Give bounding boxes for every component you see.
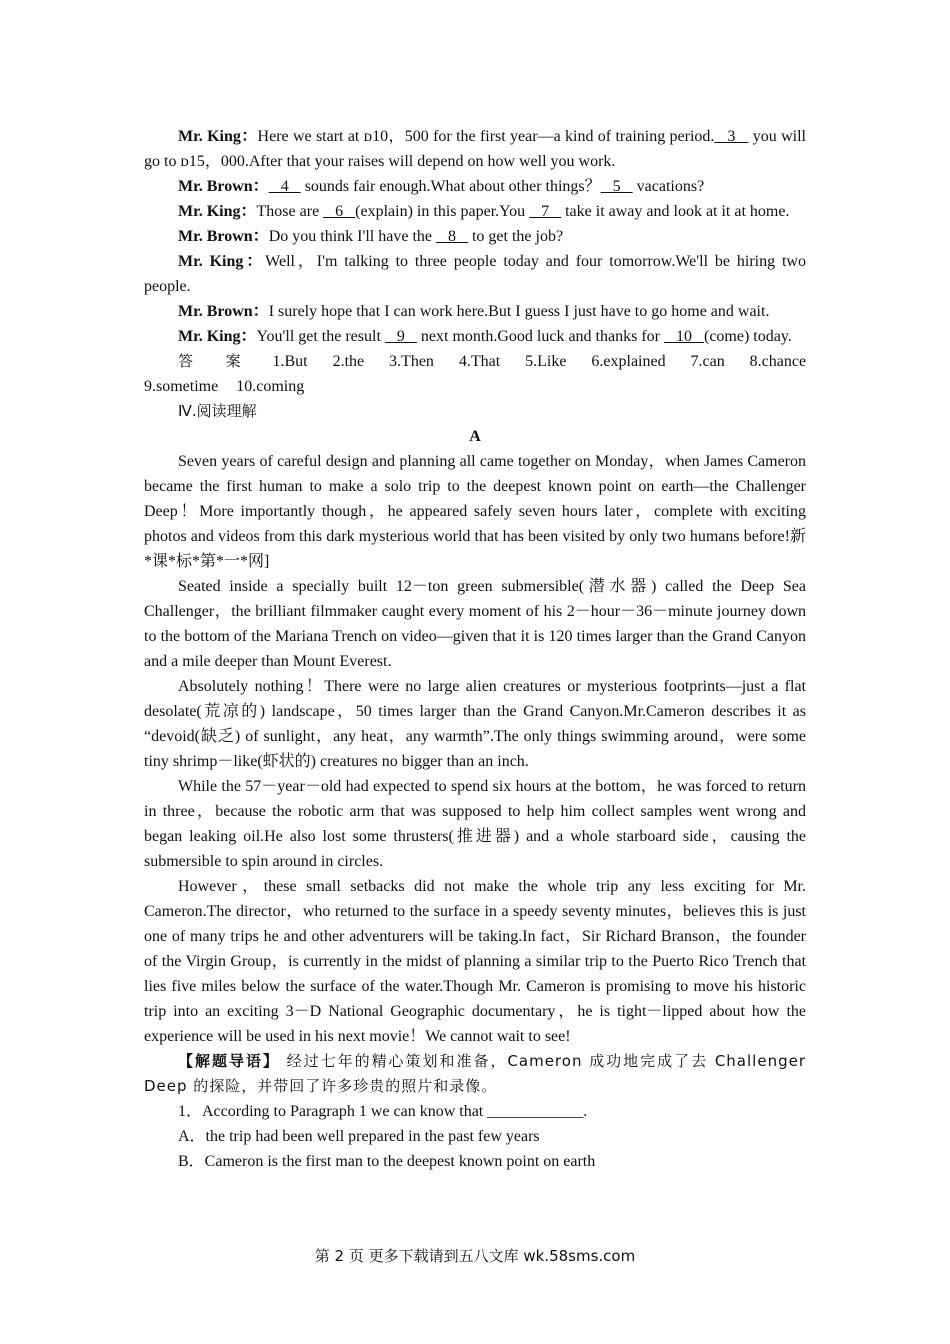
answer-item: 9.sometime [144,378,219,395]
blank-6: 6 [323,203,356,220]
paragraph-5: However，these small setbacks did not make the whole trip any less exciting for Mr. Cameron.The director，who returned to the surface in a speedy seventy minutes，believes this is just one of many trips he and other adventurers will be taking.In fact，Sir Richard Branson，the founder of the Virgin Group，is currently in the midst of planning a similar trip to the Puerto Rico Trench that lies five miles below the surface of the water.Though Mr. Cameron is promising to move his historic trip into an exciting 3－D National Geographic documentary，he is tight－lipped about how the experience will be used in his next movie！We cannot wait to see! [144,878,806,1045]
speaker: Mr. Brown： [178,228,269,245]
page-footer: 第 2 页 更多下载请到五八文库 wk.58sms.com [314,1247,636,1265]
blank-7: 7 [529,203,562,220]
blank-10: 10 [663,328,704,345]
speaker: Mr. Brown： [178,303,269,320]
guide-text: 经过七年的精心策划和准备，Cameron 成功地完成了去 Challenger Deep 的探险，并带回了许多珍贵的照片和录像。 [144,1052,806,1095]
answer-label: 答 案 [178,352,248,370]
guide-note [144,1049,806,1099]
answer-item: 4.That [458,353,501,370]
speaker: Mr. Brown： [178,178,269,195]
dialogue-line: Mr. King：Here we start at ᴅ10，500 for the first year—a kind of training period. 3 you will go to ᴅ15，000.After that your raises will depend on how well you work. [144,128,806,170]
dialogue-line: Mr. Brown：Do you think I'll have the 8 to get the job? [178,228,564,245]
paragraph-2: Seated inside a specially built 12－ton green submersible(潜水器) called the Deep Sea Challenger，the brilliant filmmaker caught every moment of his 2－hour－36－minute journey down to the bottom of the Mariana Trench on video—given that it is 120 times larger than the Grand Canyon and a mile deeper than Mount Everest. [144,578,806,670]
blank-4: 4 [268,178,301,195]
answer-item: 6.explained [591,353,666,370]
paragraph-3: Absolutely nothing！There were no large alien creatures or mysterious footprints—just a flat desolate(荒凉的) landscape，50 times larger than the Grand Canyon.Mr.Cameron describes it as “devoid(缺乏) of sunlight，any heat，any warmth”.The only things swimming around，were some tiny shrimp－like(虾状的) creatures no bigger than an inch. [144,678,806,770]
question-option-b: B．Cameron is the first man to the deepest known point on earth [178,1153,596,1170]
passage-label: A [469,428,481,445]
answer-item: 10.coming [236,378,305,395]
answer-item: 2.the [332,353,365,370]
dialogue-line: Mr. King：You'll get the result 9 next month.Good luck and thanks for 10 (come) today. [178,328,792,345]
answer-item: 7.can [690,353,725,370]
dialogue-line: Mr. Brown：I surely hope that I can work here.But I guess I just have to go home and wait. [178,303,770,320]
answer-key [144,349,806,399]
section-title: Ⅳ.阅读理解 [178,402,257,420]
dialogue-line: Mr. King：Well，I'm talking to three people today and four tomorrow.We'll be hiring two people. [144,253,806,295]
answer-item: 3.Then [389,353,434,370]
blank-8: 8 [435,228,468,245]
answer-item: 1.But [272,353,308,370]
dialogue-line: Mr. King：Those are 6 (explain) in this paper.You 7 take it away and look at it at home. [178,203,790,220]
blank-3: 3 [714,128,749,145]
paragraph-1: Seven years of careful design and planning all came together on Monday，when James Cameron became the first human to make a solo trip to the deepest known point on earth—the Challenger Deep！More importantly though，he appeared safely seven hours later，complete with exciting photos and videos from this dark mysterious world that has been visited by only two humans before!新*课*标*第*一*网] [144,453,806,570]
page-content [144,124,806,1174]
speaker: Mr. King： [178,328,257,345]
answer-item: 8.chance [749,353,807,370]
blank-9: 9 [384,328,417,345]
question-option-a: A．the trip had been well prepared in the past few years [178,1128,540,1145]
answer-item: 5.Like [525,353,567,370]
blank-5: 5 [600,178,633,195]
dialogue-line: Mr. Brown： 4 sounds fair enough.What about other things？ 5 vacations? [178,178,705,195]
speaker: Mr. King： [178,253,266,270]
speaker: Mr. King： [178,128,258,145]
question-stem: 1．According to Paragraph 1 we can know that ____________. [178,1103,588,1120]
paragraph-4: While the 57－year－old had expected to spend six hours at the bottom，he was forced to return in three，because the robotic arm that was supposed to help him collect samples went wrong and began leaking oil.He also lost some thrusters(推进器) and a whole starboard side，causing the submersible to spin around in circles. [144,778,806,870]
speaker: Mr. King： [178,203,257,220]
guide-heading: 【解题导语】 [178,1052,280,1070]
